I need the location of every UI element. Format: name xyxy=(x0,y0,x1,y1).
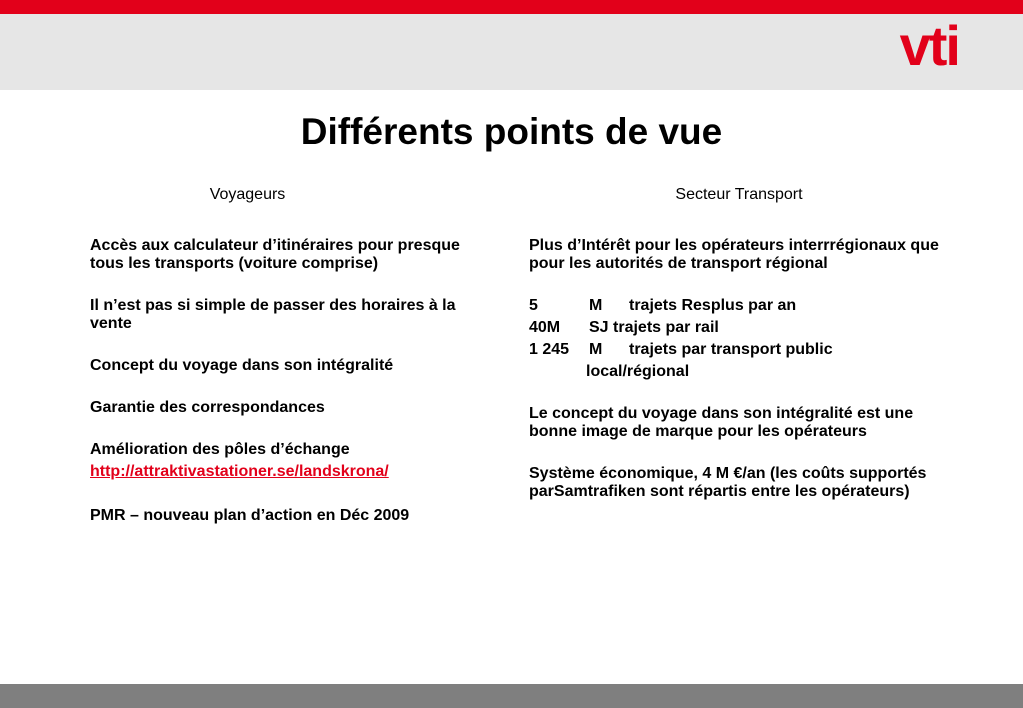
stat-text: SJ trajets par rail xyxy=(589,319,719,336)
stat-number: 5 xyxy=(529,297,538,314)
bullet-item: Concept du voyage dans son intégralité xyxy=(90,357,394,374)
bullet-item: PMR – nouveau plan d’action en Déc 2009 xyxy=(90,507,410,524)
stat-row xyxy=(529,319,939,337)
stat-unit: M xyxy=(589,341,603,358)
header-band xyxy=(0,14,1023,90)
bullet-item: Il n’est pas si simple de passer des horaires à la vente xyxy=(90,297,456,332)
column-heading-secteur: Secteur Transport xyxy=(675,186,803,203)
bullet-item: Le concept du voyage dans son intégralité est une bonne image de marque pour les opérateurs xyxy=(529,405,914,440)
stat-text: trajets Resplus par an xyxy=(629,297,797,314)
slide-title: Différents points de vue xyxy=(300,111,723,152)
bullet-item: Amélioration des pôles d’échange xyxy=(90,441,350,458)
column-secteur-transport xyxy=(529,186,939,501)
stat-row xyxy=(529,341,939,359)
bullet-item: Garantie des correspondances xyxy=(90,399,325,416)
vti-logo: vti xyxy=(899,14,959,77)
column-voyageurs xyxy=(90,186,495,525)
stat-row xyxy=(529,297,939,315)
column-heading-voyageurs: Voyageurs xyxy=(209,186,286,203)
top-accent-bar xyxy=(0,0,1023,14)
stat-text: trajets par transport public xyxy=(629,341,833,358)
stat-unit: M xyxy=(589,297,603,314)
bullet-item: Plus d’Intérêt pour les opérateurs interrrégionaux que pour les autorités de transport régional xyxy=(529,237,939,272)
link-text[interactable]: http://attraktivastationer.se/landskrona/ xyxy=(90,463,389,480)
landskrona-link[interactable] xyxy=(90,463,495,481)
bullet-item: Système économique, 4 M €/an (les coûts supportés parSamtrafiken sont répartis entre les opérateurs) xyxy=(529,465,927,500)
stat-number: 1 245 xyxy=(529,341,570,358)
stat-continuation: local/régional xyxy=(586,363,690,380)
bottom-footer-bar xyxy=(0,684,1023,708)
stat-number: 40M xyxy=(529,319,561,336)
bullet-item: Accès aux calculateur d’itinéraires pour presque tous les transports (voiture comprise) xyxy=(90,237,460,272)
